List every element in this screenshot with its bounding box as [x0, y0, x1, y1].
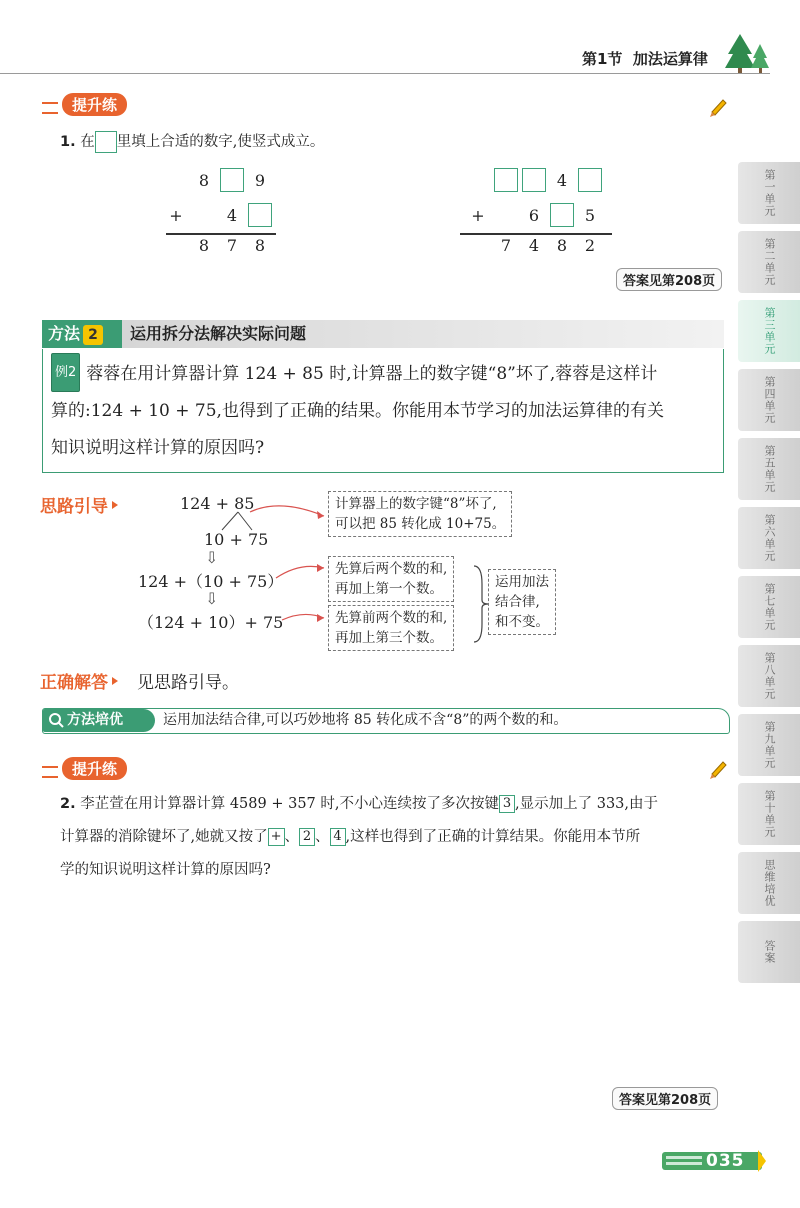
vertical-left-row3: 8 7 8 [198, 236, 266, 255]
tab-thinking[interactable]: 思维培优 [738, 852, 800, 914]
calc-step-2: 10 + 75 [204, 530, 269, 549]
key-4: 4 [330, 828, 346, 846]
tab-unit-2[interactable]: 第二单元 [738, 231, 800, 293]
practice-label: 提升练 [42, 756, 127, 780]
tab-unit-6[interactable]: 第六单元 [738, 507, 800, 569]
blank-box [95, 131, 117, 153]
method-tag: 方法 2 [42, 320, 122, 348]
down-arrow-icon: ⇩ [205, 589, 219, 608]
tree-icon [722, 32, 772, 74]
thinking-label: 思路引导 [40, 492, 118, 517]
question-2: 2. 李芷萱在用计算器计算 4589 + 357 时,不小心连续按了多次按键 3 ,显示加上了 333,由于 计算器的消除键坏了,她就又按了 + 、 2 、 4 ,这样也得到了正确的计算结果。你能用本节所 学的知识说明这样计算的原因吗? [60, 796, 659, 878]
tab-unit-10[interactable]: 第十单元 [738, 783, 800, 845]
correct-text: 见思路引导。 [137, 673, 239, 693]
key-3: 3 [499, 795, 515, 813]
blank-box[interactable] [578, 168, 602, 192]
method-tip [42, 708, 730, 734]
note-earlier-first: 先算前两个数的和, 再加上第三个数。 [328, 605, 454, 651]
tab-unit-3[interactable]: 第三单元 [738, 300, 800, 362]
tab-unit-8[interactable]: 第八单元 [738, 645, 800, 707]
blank-box[interactable] [248, 203, 272, 227]
tab-unit-1[interactable]: 第一单元 [738, 162, 800, 224]
method-title: 运用拆分法解决实际问题 [122, 320, 724, 348]
tab-unit-5[interactable]: 第五单元 [738, 438, 800, 500]
correct-label: 正确解答 [40, 668, 118, 693]
vertical-right-row1: 4 [492, 168, 604, 192]
note-associative: 运用加法 结合律, 和不变。 [488, 569, 556, 635]
header-section: 第1节 [582, 50, 623, 68]
answer-reference[interactable]: 答案见第208页 [616, 268, 722, 291]
blank-box[interactable] [494, 168, 518, 192]
vertical-right-row2: + 6 5 [464, 203, 604, 227]
tip-text: 运用加法结合律,可以巧妙地将 85 转化成不含“8”的两个数的和。 [163, 712, 568, 728]
note-split: 计算器上的数字键“8”坏了, 可以把 85 转化成 10+75。 [328, 491, 512, 537]
page-number: 035 [706, 1151, 745, 1171]
sum-line [460, 233, 612, 235]
practice-label: 提升练 [42, 92, 127, 116]
tab-unit-4[interactable]: 第四单元 [738, 369, 800, 431]
vertical-left-row2: + 4 [162, 203, 274, 227]
vertical-left-row1: 8 9 [190, 168, 274, 192]
sum-line [166, 233, 276, 235]
example-tag: 例2 [51, 353, 80, 392]
header-topic: 加法运算律 [632, 50, 708, 68]
question-1: 1. 在 里填上合适的数字,使竖式成立。 [60, 127, 324, 157]
answer-reference[interactable]: 答案见第208页 [612, 1087, 718, 1110]
down-arrow-icon: ⇩ [205, 548, 219, 567]
calc-step-1: 124 + 85 [180, 494, 255, 513]
tip-label: 方法培优 [43, 709, 155, 732]
example-box: 例2 蓉蓉在用计算器计算 124 + 85 时,计算器上的数字键“8”坏了,蓉蓉是这样计 算的:124 + 10 + 75,也得到了正确的结果。你能用本节学习的加法运算律的有关 知识说明这样计算的原因吗? [42, 349, 724, 473]
blank-box[interactable] [550, 203, 574, 227]
tab-unit-9[interactable]: 第九单元 [738, 714, 800, 776]
calc-step-4: （124 + 10）+ 75 [138, 613, 284, 632]
key-plus: + [268, 828, 285, 846]
method-header [42, 320, 724, 348]
vertical-right-row3: 7 4 8 2 [500, 236, 596, 255]
tab-unit-7[interactable]: 第七单元 [738, 576, 800, 638]
unit-tabs [738, 162, 800, 990]
header-title [582, 48, 708, 69]
note-later-first: 先算后两个数的和, 再加上第一个数。 [328, 556, 454, 602]
tab-answers[interactable]: 答案 [738, 921, 800, 983]
guide-arrows [230, 500, 330, 640]
pencil-icon [708, 758, 728, 780]
blank-box[interactable] [522, 168, 546, 192]
calc-step-3: 124 +（10 + 75） [138, 572, 284, 591]
pencil-icon [708, 96, 728, 118]
key-2: 2 [299, 828, 315, 846]
blank-box[interactable] [220, 168, 244, 192]
search-icon [48, 712, 64, 728]
